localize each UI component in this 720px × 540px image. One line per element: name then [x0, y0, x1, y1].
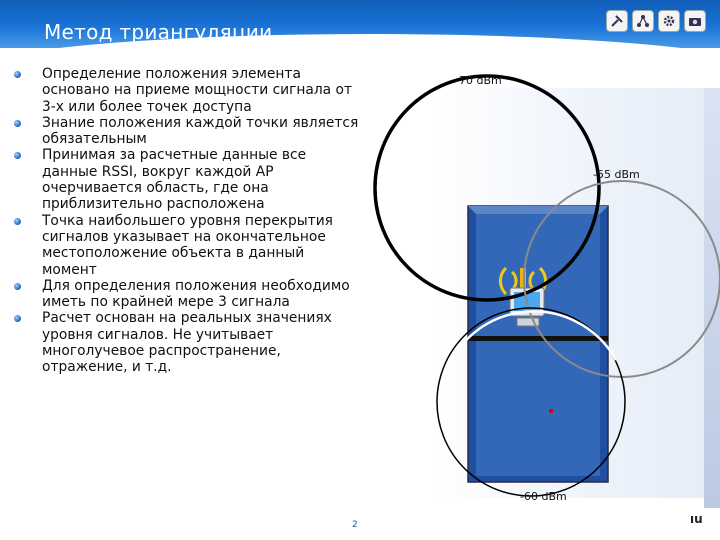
bullet-icon [14, 283, 21, 290]
bullet-text: Определение положения элемента основано на приеме мощности сигнала от 3-х или более точек доступа [42, 66, 352, 115]
bullet-icon [14, 120, 21, 127]
camera-icon[interactable] [684, 10, 706, 32]
footer-logo-mark: ıu [690, 512, 703, 526]
bullet-icon [14, 71, 21, 78]
bullet-icon [14, 218, 21, 225]
bullet-list [12, 66, 362, 376]
slide-title: Метод триангуляции [44, 20, 273, 44]
network-icon[interactable] [632, 10, 654, 32]
bullet-item [12, 213, 362, 278]
signal-label-60: -60 dBm [520, 490, 567, 503]
signal-label-55: -55 dBm [593, 168, 640, 181]
page-number: 2 [352, 520, 358, 530]
right-background [430, 88, 705, 498]
tools-icon[interactable] [606, 10, 628, 32]
right-edge-bar [704, 88, 720, 508]
bullet-item [12, 66, 362, 115]
bullet-text: Для определения положения необходимо иметь по крайней мере 3 сигнала [42, 277, 350, 311]
bullet-item [12, 115, 362, 148]
bullet-item [12, 278, 362, 311]
signal-label-70: -70 dBm [455, 74, 502, 87]
bullet-text: Точка наибольшего уровня перекрытия сигналов указывает на окончательное местоположение объекта в данный момент [42, 212, 333, 278]
nav-icons [606, 10, 706, 32]
bullet-text: Расчет основан на реальных значениях уровня сигналов. Не учитывает многолучевое распространение, отражение, и т.д. [42, 310, 332, 376]
bullet-item [12, 147, 362, 212]
bullet-text: Принимая за расчетные данные все данные RSSI, вокруг каждой AP очерчивается область, где она приблизительно расположена [42, 147, 307, 213]
bullet-icon [14, 152, 21, 159]
gear-icon[interactable] [658, 10, 680, 32]
bullet-text: Знание положения каждой точки является обязательным [42, 114, 359, 148]
bullet-item [12, 310, 362, 375]
bullet-icon [14, 315, 21, 322]
